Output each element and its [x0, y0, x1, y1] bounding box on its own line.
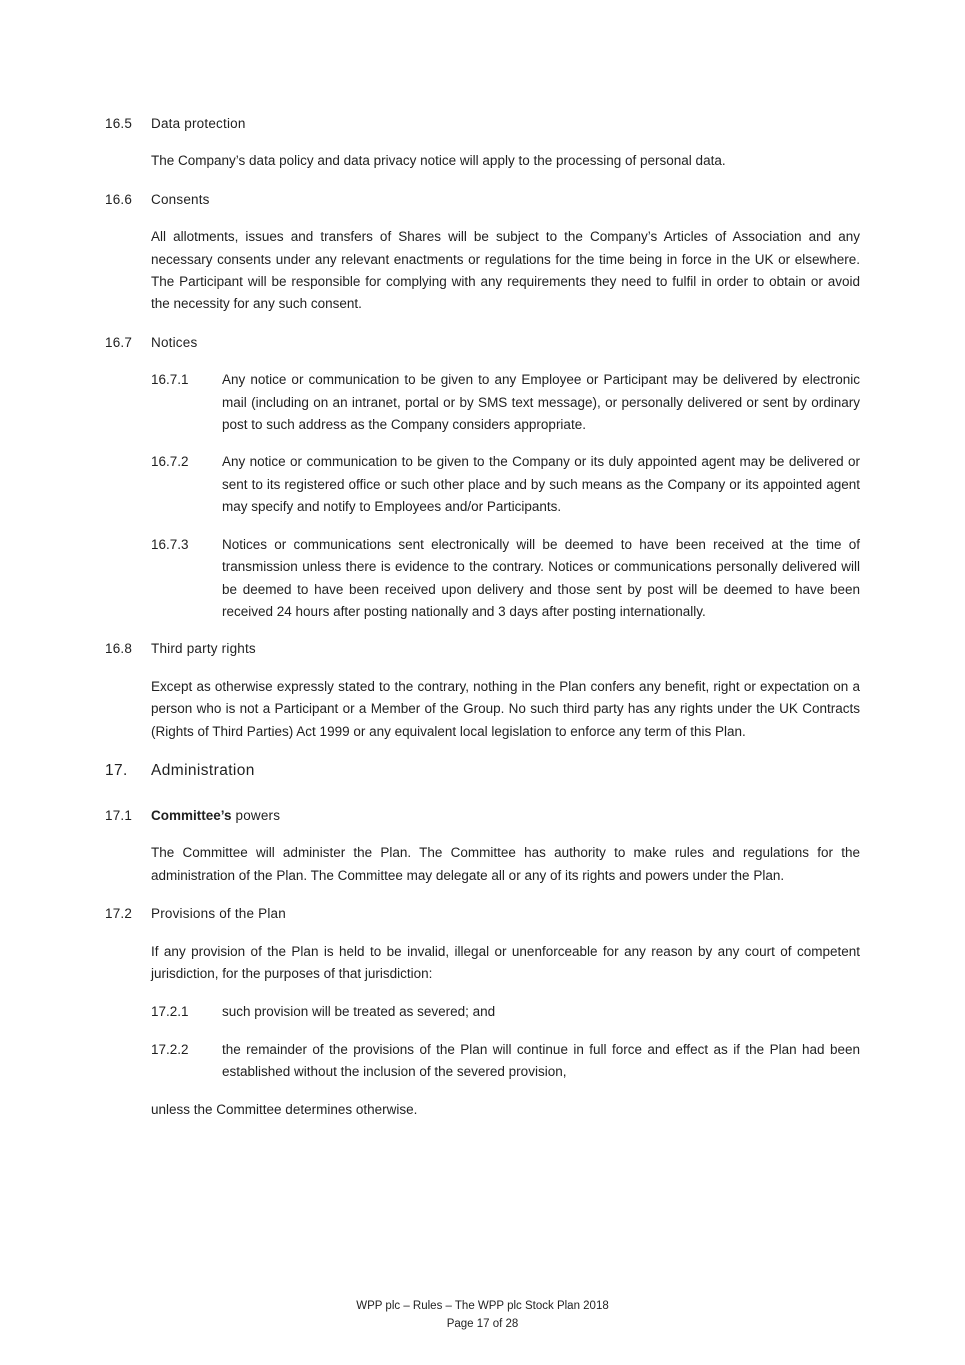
section-number: 16.7	[105, 334, 133, 350]
paragraph: The Committee will administer the Plan. The Committee has authority to make rules and regulations for the administration of the Plan. The Committee may delegate all or any of its rights and powers under the Plan.	[151, 845, 860, 883]
section-16-5	[105, 113, 860, 173]
clause-number: 17.2.2	[151, 1041, 189, 1057]
paragraph: The Company’s data policy and data privacy notice will apply to the processing of personal data.	[151, 153, 726, 169]
clause-number: 17.2.1	[151, 1004, 189, 1020]
section-heading-17-1	[105, 805, 860, 827]
section-16-7	[105, 332, 860, 623]
clause-16-7-2	[105, 451, 860, 518]
clause-number: 16.7.2	[151, 454, 189, 470]
section-heading-16-5	[105, 113, 860, 135]
section-number: 16.6	[105, 191, 133, 207]
paragraph: Except as otherwise expressly stated to the contrary, nothing in the Plan confers any benefit, right or expectation on a person who is not a Participant or a Member of the Group. No such third party has any rights under the UK Contracts (Rights of Third Parties) Act 1999 or any equivalent local legislation to enforce any term of this Plan.	[151, 678, 860, 739]
section-17-2	[105, 903, 860, 1121]
clause-number: 16.7.1	[151, 372, 189, 388]
clause-17-2-1	[105, 1001, 860, 1023]
paragraph: If any provision of the Plan is held to be invalid, illegal or unenforceable for any reason by any court of competent jurisdiction, for the purposes of that jurisdiction:	[151, 943, 860, 981]
clause-text: Any notice or communication to be given to any Employee or Participant may be delivered by electronic mail (including on an intranet, portal or by SMS text message), or personally delivered or sent by ordinary post to such address as the Company considers appropriate.	[222, 372, 860, 433]
footer-document-title: WPP plc – Rules – The WPP plc Stock Plan 2018	[356, 1300, 609, 1312]
section-title: Administration	[151, 761, 255, 779]
clause-number: 16.7.3	[151, 536, 189, 552]
section-heading-17	[105, 759, 860, 783]
clause-text: Notices or communications sent electronically will be deemed to have been received at the time of transmission unless there is evidence to the contrary. Notices or communications personally delivered will be deemed to have been received upon delivery and those sent by post will be deemed to have been received 24 hours after posting nationally and 3 days after posting internationally.	[222, 536, 860, 619]
paragraph: All allotments, issues and transfers of Shares will be subject to the Company’s Articles of Association and any necessary consents under any relevant enactments or regulations for the time being in force in the UK or elsewhere. The Participant will be responsible for complying with any requirements they need to fulfil in order to obtain or avoid the necessity for any such consent.	[151, 229, 860, 312]
paragraph: unless the Committee determines otherwise.	[151, 1101, 418, 1117]
footer-page-number: Page 17 of 28	[446, 1318, 519, 1330]
section-16-8	[105, 638, 860, 743]
section-heading-16-6	[105, 189, 860, 211]
clause-text: the remainder of the provisions of the Plan will continue in full force and effect as if the Plan had been established without the inclusion of the severed provision,	[222, 1041, 860, 1080]
section-title: Notices	[151, 334, 198, 350]
section-16-6	[105, 189, 860, 316]
section-number: 17.1	[105, 807, 133, 823]
section-number: 16.5	[105, 116, 133, 131]
section-title: Provisions of the Plan	[151, 906, 286, 922]
clause-16-7-3	[105, 534, 860, 624]
section-number: 17.2	[105, 906, 133, 922]
section-number: 16.8	[105, 641, 133, 657]
section-heading-16-7	[105, 332, 860, 354]
section-title: Data protection	[151, 116, 246, 131]
section-title: Committee’s powers	[151, 807, 281, 823]
section-title: Consents	[151, 191, 210, 207]
section-heading-16-8	[105, 638, 860, 660]
section-heading-17-2	[105, 903, 860, 925]
page-footer	[0, 1297, 965, 1333]
section-title: Third party rights	[151, 641, 256, 657]
section-17	[105, 759, 860, 783]
clause-17-2-2	[105, 1039, 860, 1084]
document-body	[105, 113, 860, 1137]
section-number: 17.	[105, 761, 128, 779]
clause-16-7-1	[105, 369, 860, 436]
clause-text: Any notice or communication to be given to the Company or its duly appointed agent may be delivered or sent to its registered office or such other place and by such means as the Company or its appointed agent may specify and notify to Employees and/or Participants.	[222, 454, 860, 515]
clause-text: such provision will be treated as severed; and	[222, 1004, 496, 1020]
section-17-1	[105, 805, 860, 887]
